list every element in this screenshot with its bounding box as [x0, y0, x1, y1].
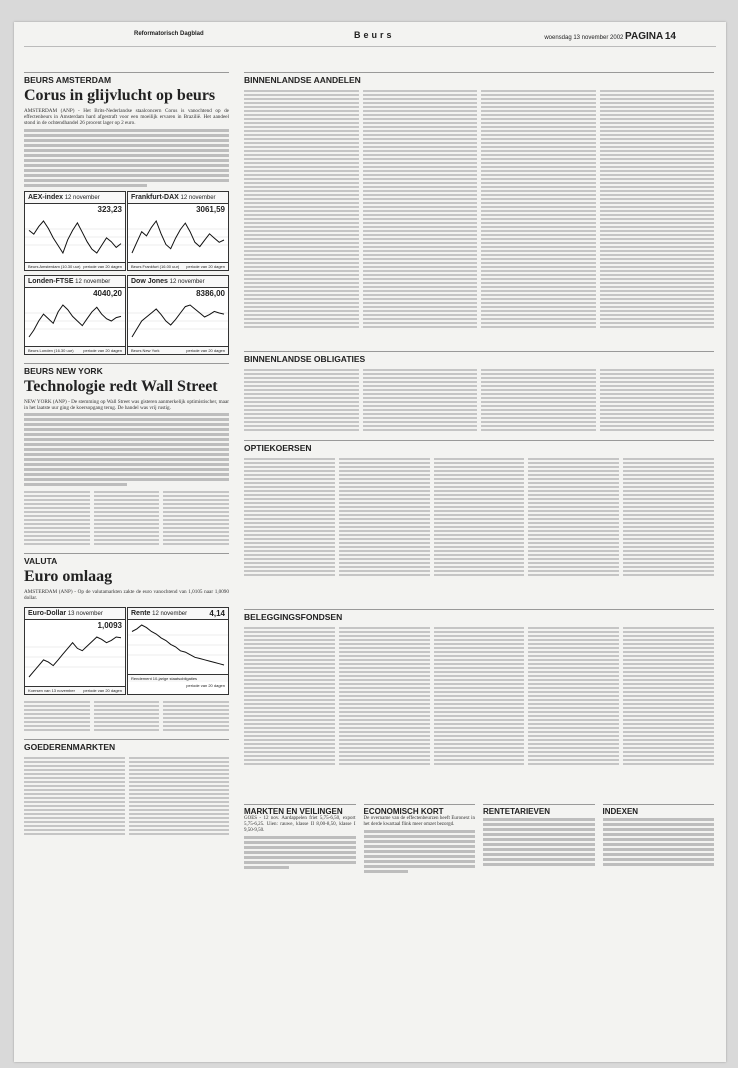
currency-table	[24, 699, 229, 733]
chart-date: 12 november	[180, 194, 216, 201]
article-euro-lead: AMSTERDAM (ANP) - Op de valutamarkten zakte de euro vanochtend van 1,0105 naar 1,0090 dollar.	[24, 589, 229, 602]
indexen-block	[603, 804, 715, 875]
left-column	[24, 72, 229, 840]
section-binnenlandse-obligaties: BINNENLANDSE OBLIGATIES	[244, 351, 714, 364]
section-optiekoersen: OPTIEKOERSEN	[244, 440, 714, 453]
article-wallstreet-body	[24, 413, 229, 486]
markten-text: GOES - 12 nov. Aardappelen friet 5,75-6,50, export 5,75-6,25. Uien: rauwe, klasse II 8,00-8,50, klasse I 9,50-9,50.	[244, 816, 356, 833]
commodities-table	[24, 755, 229, 837]
chart-dax	[127, 191, 229, 271]
chart-title: Londen-FTSE	[28, 277, 74, 285]
chart-dax-plot	[128, 217, 228, 257]
options-table	[244, 456, 714, 606]
chart-foot-left: Beurs Frankfurt (16.00 uur)	[131, 263, 180, 269]
chart-title: Rente	[131, 610, 151, 618]
chart-value: 4040,20	[93, 288, 122, 298]
page-label: PAGINA	[625, 31, 664, 42]
chart-euro-dollar	[24, 607, 126, 695]
chart-value: 1,0093	[97, 621, 122, 631]
section-beurs-amsterdam: BEURS AMSTERDAM	[24, 72, 229, 85]
chart-value: 3061,59	[196, 204, 225, 214]
chart-dow	[127, 275, 229, 355]
funds-table	[244, 625, 714, 800]
chart-date: 12 november	[169, 278, 205, 285]
chart-date: 12 november	[152, 611, 188, 618]
chart-value: 323,23	[97, 204, 122, 214]
article-corus-lead: AMSTERDAM (ANP) - Het Brits-Nederlandse staalconcern Corus is vanochtend op de effectenbeurs in Amsterdam hard afgestraft voor een moeilijk ervaren in Brazilië. Het aandeel stond in de ochtendhandel 26 procent lager op 2 euro.	[24, 108, 229, 127]
us-stock-table	[24, 489, 229, 547]
page-number: 14	[664, 31, 676, 42]
chart-dow-plot	[128, 301, 228, 341]
section-goederenmarkten: GOEDERENMARKTEN	[24, 739, 229, 752]
domestic-shares-table	[244, 88, 714, 348]
section-economisch-kort: ECONOMISCH KORT	[364, 804, 476, 816]
section-valuta: VALUTA	[24, 553, 229, 566]
chart-value: 8386,00	[196, 288, 225, 298]
chart-rente	[127, 607, 229, 695]
masthead	[24, 28, 716, 47]
date-text: woensdag 13 november 2002	[544, 35, 624, 41]
headline-euro: Euro omlaag	[24, 568, 113, 586]
chart-title: Euro-Dollar	[28, 610, 67, 618]
rente-block	[483, 804, 595, 875]
chart-aex-plot	[25, 217, 125, 257]
chart-foot-right: periode van 20 dagen	[83, 347, 122, 353]
markten-block	[244, 804, 356, 875]
chart-foot-right: periode van 20 dagen	[186, 683, 225, 689]
headline-corus: Corus in glijvlucht op beurs	[24, 87, 216, 104]
section-beurs-new-york: BEURS NEW YORK	[24, 363, 229, 376]
article-wallstreet-lead: NEW YORK (ANP) - De stemming op Wall Street was gisteren aanmerkelijk optimistischer, maar in het laatste uur ging de koersopgang terug. De handel was vrij rustig.	[24, 398, 229, 411]
chart-foot-right: periode van 20 dagen	[186, 347, 225, 353]
paper-name: Reformatorisch Dagblad	[134, 31, 204, 37]
chart-value: 4,14	[209, 609, 225, 619]
section-beleggingsfondsen: BELEGGINGSFONDSEN	[244, 609, 714, 622]
chart-foot-right: periode van 20 dagen	[186, 263, 225, 269]
chart-foot-left: Koersen van 13 november	[28, 688, 75, 694]
section-binnenlandse-aandelen: BINNENLANDSE AANDELEN	[244, 72, 714, 85]
article-corus-body	[24, 129, 229, 187]
kort-text: De overname van de effectenbeurzen heeft Euronext in het derde kwartaal flink meer omzet bezorgd.	[363, 816, 475, 827]
section-name: Beurs	[354, 30, 395, 40]
chart-foot-left: Beurs Amsterdam (10.30 uur)	[28, 263, 81, 269]
right-area	[244, 72, 714, 875]
newspaper-page	[14, 22, 726, 1062]
chart-foot-left: Beurs Londen (16.30 uur)	[28, 347, 74, 353]
chart-foot-left: Beurs New York	[131, 347, 160, 353]
chart-date: 13 november	[67, 611, 103, 618]
section-markten: MARKTEN EN VEILINGEN	[244, 804, 356, 816]
chart-title: Dow Jones	[131, 277, 168, 285]
chart-title: Frankfurt-DAX	[131, 193, 179, 201]
chart-date: 12 november	[64, 194, 100, 201]
chart-ftse	[24, 275, 126, 355]
section-rentetarieven: RENTETARIEVEN	[483, 804, 595, 816]
chart-title: AEX-index	[28, 193, 64, 201]
bonds-table	[244, 367, 714, 437]
chart-foot-right: periode van 20 dagen	[83, 688, 122, 694]
chart-rente-plot	[128, 621, 228, 669]
chart-ftse-plot	[25, 301, 125, 341]
date-page	[544, 31, 676, 42]
headline-wall-street: Technologie redt Wall Street	[24, 377, 218, 395]
section-indexen: INDEXEN	[603, 804, 715, 816]
chart-euro-plot	[25, 633, 125, 681]
chart-foot-right: periode van 20 dagen	[83, 263, 122, 269]
chart-date: 12 november	[75, 278, 111, 285]
chart-aex	[24, 191, 126, 271]
chart-foot-left: Rendement 10-jarige staatsobligaties	[131, 676, 198, 682]
kort-block	[364, 804, 476, 875]
